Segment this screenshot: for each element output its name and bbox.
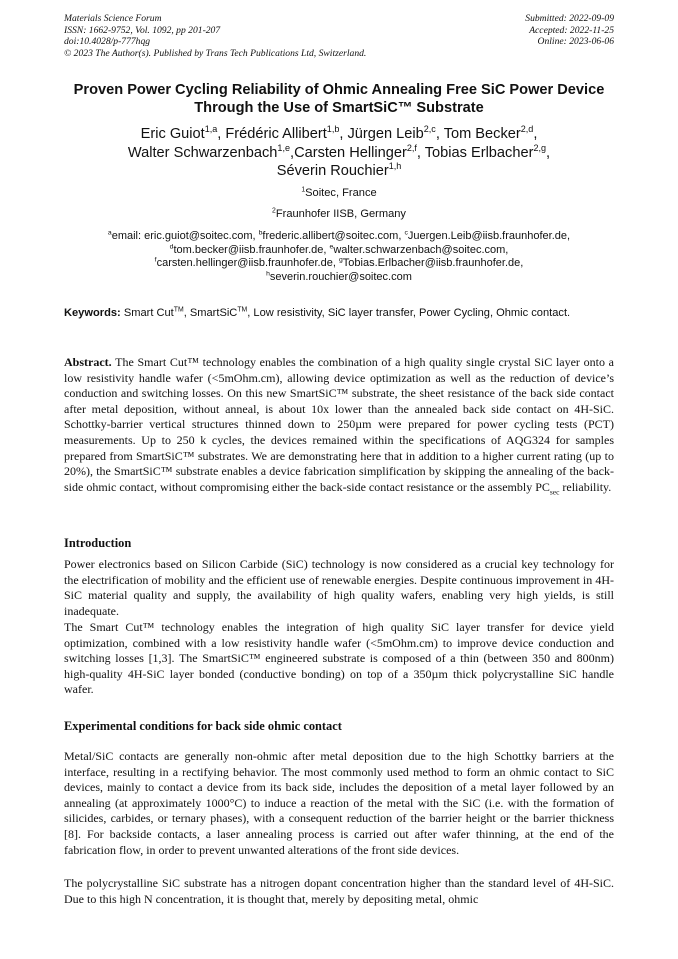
- paragraph: Power electronics based on Silicon Carbide (SiC) technology is now considered as a crucial key technology for the electrification of mobility and the efficient use of renewable energies. Despite continuous improvement in 4H-SiC material quality and supply, the availability of high quality wafers, enabling very high yields, is still inadequate.: [64, 557, 614, 618]
- paper-title: Proven Power Cycling Reliability of Ohmic Annealing Free SiC Power Device Through the Use of SmartSiC™ Substrate: [73, 82, 605, 116]
- accepted-date: Accepted: 2022-11-25: [529, 24, 614, 36]
- email-link[interactable]: severin.rouchier@soitec.com: [269, 270, 412, 283]
- doi-line[interactable]: doi:10.4028/p-777hqg: [64, 36, 151, 48]
- author: Tom Becker$^{2,d}$,: [443, 124, 538, 142]
- author: Frédéric Allibert$^{1,b}$,: [225, 124, 348, 142]
- journal-info: [64, 13, 444, 59]
- section-heading-introduction: Introduction: [64, 536, 132, 550]
- email-link[interactable]: frederic.allibert@soitec.com: [262, 230, 399, 242]
- author: Jürgen Leib$^{2,c}$,: [347, 124, 444, 142]
- author-list: [64, 125, 614, 181]
- author: Tobias Erlbacher$^{2,g}$,: [424, 142, 551, 161]
- affiliation-1: $^1$Soitec, France: [301, 186, 377, 199]
- online-date: Online: 2023-06-06: [537, 36, 614, 48]
- copyright-line: © 2023 The Author(s). Published by Trans Tech Publications Ltd, Switzerland.: [64, 47, 367, 59]
- abstract-text: The Smart Cut™ technology enables the combination of a high quality single crystal SiC layer onto a low resistivity handle wafer (<5mOhm.cm), allowing device optimization as well as the reduction of device’s conduction and switching losses. On this new SmartSiC™ substrate, the sheet resistance of the back side contact after metal deposition, without anneal, is about 10x lower than the annealed back side contact on 4H-SiC. Schottky-barrier vertical structures thinned down to 250µm were prepared for power cycling tests (PCT) measurements. Up to 250 k cycles, the devices remained within the specifications of AQG324 for samples prepared from SmartSiC™ substrates. We are demonstrating here that in addition to a higher current rating (up to 20%), the SmartSiC™ substrate enables a device fabrication simplification by skipping the annealing of the back-side ohmic contact, without compromising either the back-side contact resistance or the assembly PC: [64, 355, 614, 494]
- author: Carsten Hellinger$^{2,f}$,: [294, 142, 425, 161]
- keywords-label: Keywords:: [64, 307, 121, 319]
- issn-line: ISSN: 1662-9752, Vol. 1092, pp 201-207: [64, 24, 221, 36]
- abstract: Abstract. The Smart Cut™ technology enables the combination of a high quality single crystal SiC layer onto a low resistivity handle wafer (<5mOhm.cm), allowing device optimization as well as the reduction of device’s conduction and switching losses. On this new SmartSiC™ substrate, the sheet resistance of the back side contact after metal deposition, without anneal, is about 10x lower than the annealed back side contact on 4H-SiC. Schottky-barrier vertical structures thinned down to 250µm were prepared for power cycling tests (PCT) measurements. Up to 250 k cycles, the devices remained within the specifications of AQG324 for samples prepared from SmartSiC™ substrates. We are demonstrating here that in addition to a higher current rating (up to 20%), the SmartSiC™ substrate enables a device fabrication simplification by skipping the annealing of the back-side ohmic contact, without compromising either the back-side contact resistance or the assembly $PC_{sec}$ reliability.: [64, 355, 614, 497]
- publication-dates: [394, 13, 614, 48]
- email-link[interactable]: eric.guiot@soitec.com: [144, 230, 253, 242]
- paragraph: The Smart Cut™ technology enables the integration of high quality SiC layer transfer for device yield optimization, combined with a low resistivity handle wafer (<5mOhm.cm) to improve device conduction and switching losses [1,3]. The SmartSiC™ engineered substrate is composed of a thin (between 350 and 800nm) high-quality 4H-SiC layer bonded (conductive bonding) on top of a 350µm thick polycrystalline SiC handle wafer.: [64, 620, 614, 697]
- affiliation-2: $^2$Fraunhofer IISB, Germany: [272, 207, 406, 220]
- section-heading-experimental: Experimental conditions for back side ohmic contact: [64, 719, 342, 733]
- keywords: Keywords: Smart Cut™, SmartSiC™, Low resistivity, SiC layer transfer, Power Cycling, Ohmic contact.: [64, 306, 571, 319]
- author: Eric Guiot$^{1,a}$,: [140, 124, 226, 142]
- submitted-date: Submitted: 2022-09-09: [525, 13, 614, 24]
- author: Séverin Rouchier$^{1,h}$: [276, 161, 402, 179]
- email-link[interactable]: carsten.hellinger@iisb.fraunhofer.de: [156, 257, 333, 270]
- email-link[interactable]: walter.schwarzenbach@soitec.com,: [333, 243, 509, 256]
- paragraph: The polycrystalline SiC substrate has a nitrogen dopant concentration higher than the standard level of 4H-SiC. Due to this high N concentration, it is thought that, merely by depositing metal, ohmic: [64, 876, 614, 906]
- email-list: $^a$email: eric.guiot@soitec.com, $^b$frederic.allibert@soitec.com, $^c$Juergen.Leib@iisb.fraunhofer.de, $^d$tom.becker@iisb.fraunhofer.de, $^e$walter.schwarzenbach@soitec.com, $^f$carsten.hellinger@iisb.fraunhofer.de, $^g$Tobias.Erlbacher@iisb.fraunhofer.de, $^h$severin.rouchier@soitec.com: [107, 229, 571, 283]
- email-link[interactable]: Tobias.Erlbacher@iisb.fraunhofer.de,: [342, 257, 524, 270]
- abstract-label: Abstract.: [64, 355, 112, 369]
- author: Walter Schwarzenbach$^{1,e}$,: [127, 142, 295, 161]
- email-link[interactable]: Juergen.Leib@iisb.fraunhofer.de,: [407, 230, 571, 242]
- paragraph: Metal/SiC contacts are generally non-ohmic after metal deposition due to the high Schottky barriers at the interface, resulting in a rectifying behavior. The most commonly used method to form an ohmic contact to SiC devices, mainly to contact a device from its back side, includes the deposition of a metal layer followed by an annealing (at approximately 1000°C) to induce a reaction of the metal with the SiC (i.e. with the formation of silicides, carbides, or ternary phases), with a consequent reduction of the barrier height or the barrier thickness [8]. For backside contacts, a laser annealing process is carried out after wafer thinning, at the end of the fabrication flow, in order to prevent unwanted alterations of the front side devices.: [64, 749, 614, 857]
- email-link[interactable]: tom.becker@iisb.fraunhofer.de: [173, 243, 324, 256]
- journal-name: Materials Science Forum: [64, 13, 162, 24]
